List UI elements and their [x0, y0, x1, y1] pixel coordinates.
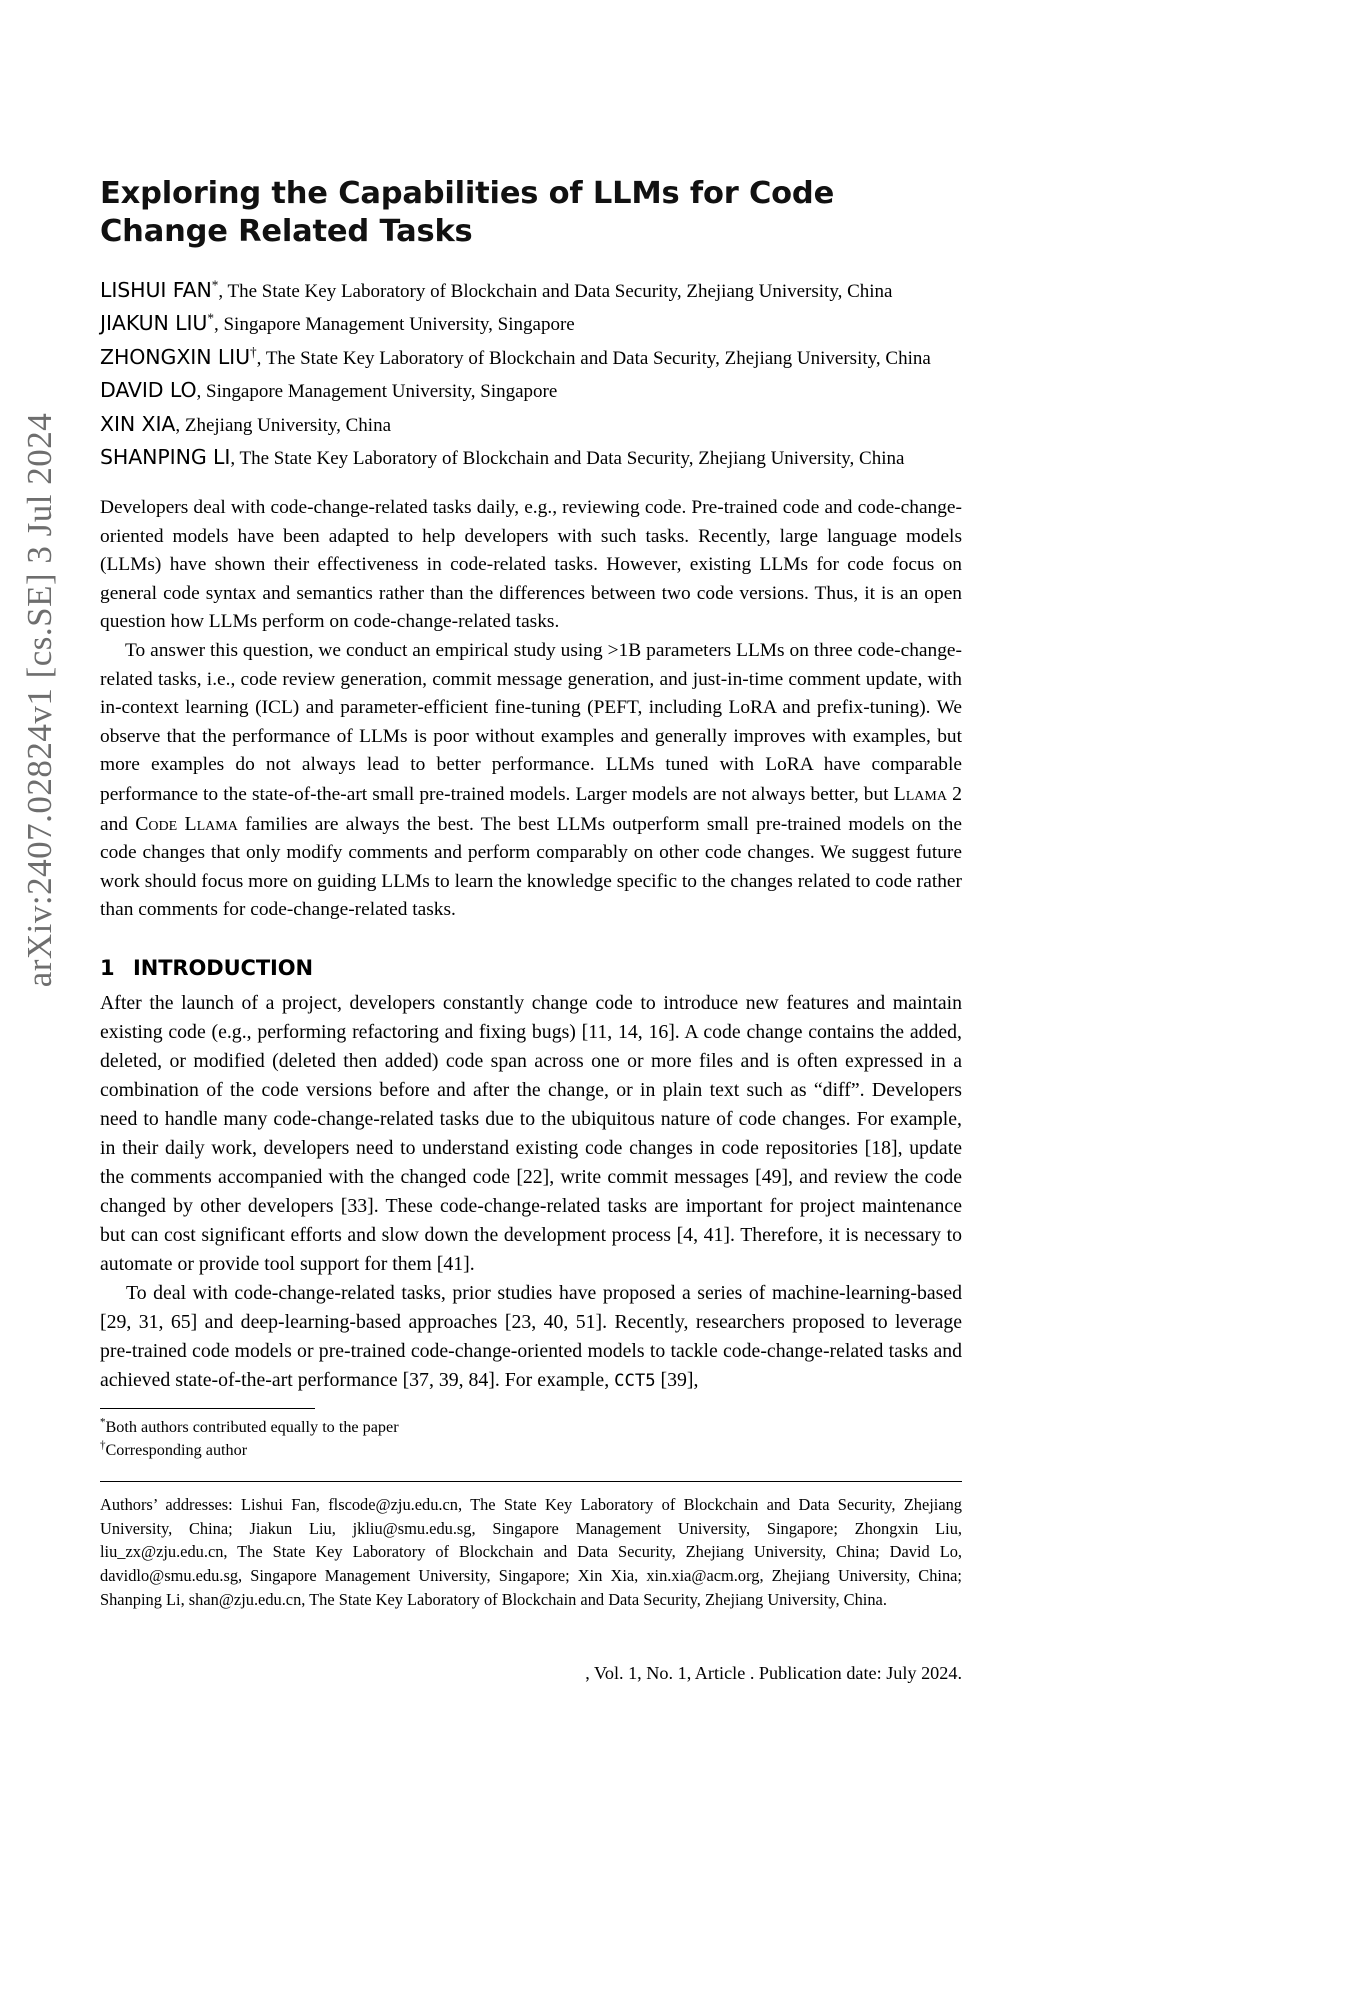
- author-name: ZHONGXIN LIU: [100, 344, 251, 369]
- arxiv-stamp: [0, 0, 100, 2000]
- author-mark: *: [207, 310, 214, 326]
- abstract-text-c: families are always the best. The best LLMs outperform small pre-trained models on the code changes that only modify comments and perform comparably on other code changes. We suggest future work should focus more on guiding LLMs to learn the knowledge specific to the changes related to code rather than comments for code-change-related tasks.: [100, 813, 962, 921]
- arxiv-stamp-text: arXiv:2407.02824v1 [cs.SE] 3 Jul 2024: [20, 412, 59, 988]
- page-title: Exploring the Capabilities of LLMs for Code Change Related Tasks: [100, 176, 835, 250]
- authors-addresses-text: Authors’ addresses: Lishui Fan, flscode@zju.edu.cn, The State Key Laboratory of Blockchain and Data Security, Zhejiang University, China; Jiakun Liu, jkliu@smu.edu.sg, Singapore Management University, Singapore; Zhongxin Liu, liu_zx@zju.edu.cn, The State Key Laboratory of Blockchain and Data Security, Zhejiang University, China; David Lo, davidlo@smu.edu.sg, Singapore Management University, Singapore; Xin Xia, xin.xia@acm.org, Zhejiang University, China; Shanping Li, shan@zju.edu.cn, The State Key Laboratory of Blockchain and Data Security, Zhejiang University, China.: [100, 1495, 962, 1609]
- author-line: [100, 441, 962, 475]
- model-name-code-llama: Code Llama: [135, 812, 238, 835]
- author-affiliation: , Singapore Management University, Singapore: [213, 314, 575, 336]
- paper-column: [100, 0, 962, 1684]
- footnote-item: [100, 1439, 962, 1462]
- intro-text-b: [39],: [655, 1369, 699, 1392]
- introduction-body: [100, 989, 962, 1395]
- abstract-text-a: To answer this question, we conduct an empirical study using >1B parameters LLMs on three code-change-related tasks, i.e., code review generation, commit message generation, and just-in-time comment update, with in-context learning (ICL) and parameter-efficient fine-tuning (PEFT, including LoRA and prefix-tuning). We observe that the performance of LLMs is poor without examples and generally improves with examples, but more examples do not always lead to better performance. LLMs tuned with LoRA have comparable performance to the state-of-the-art small pre-trained models. Larger models are not always better, but: [100, 639, 962, 806]
- abstract-text-b: and: [100, 813, 136, 835]
- author-line: [100, 374, 962, 408]
- intro-paragraph-2: [100, 1279, 962, 1395]
- author-affiliation: , Singapore Management University, Singapore: [196, 381, 558, 403]
- author-name: SHANPING LI: [100, 445, 231, 470]
- section-title: INTRODUCTION: [133, 956, 313, 981]
- author-name: XIN XIA: [100, 411, 176, 436]
- author-line: [100, 274, 962, 308]
- page-footer: , Vol. 1, No. 1, Article . Publication date: July 2024.: [585, 1663, 962, 1684]
- footnote-mark: †: [100, 1439, 106, 1452]
- footnote-text: Corresponding author: [105, 1441, 248, 1460]
- addresses-divider: [100, 1481, 962, 1482]
- abstract-paragraph-1: Developers deal with code-change-related tasks daily, e.g., reviewing code. Pre-trained code and code-change-oriented models have been adapted to help developers with such tasks. Recently, large language models (LLMs) have shown their effectiveness in code-related tasks. However, existing LLMs for code focus on general code syntax and semantics rather than the differences between two code versions. Thus, it is an open question how LLMs perform on code-change-related tasks.: [100, 496, 962, 633]
- abstract-paragraph-2: [100, 637, 962, 925]
- author-mark: *: [211, 277, 219, 293]
- author-line: [100, 341, 962, 375]
- intro-text-a: To deal with code-change-related tasks, prior studies have proposed a series of machine-learning-based [29, 31, 65] and deep-learning-based approaches [23, 40, 51]. Recently, researchers proposed to leverage pre-trained code models or pre-trained code-change-oriented models to tackle code-change-related tasks and achieved state-of-the-art performance [37, 39, 84]. For example,: [100, 1282, 962, 1392]
- author-line: [100, 307, 962, 341]
- author-name: DAVID LO: [100, 378, 197, 403]
- author-affiliation: , The State Key Laboratory of Blockchain and Data Security, Zhejiang University, China: [256, 347, 931, 369]
- footnote-mark: *: [100, 1416, 106, 1429]
- author-affiliation: , Zhejiang University, China: [175, 414, 392, 436]
- abstract: [100, 494, 962, 925]
- author-affiliation: , The State Key Laboratory of Blockchain and Data Security, Zhejiang University, China: [218, 280, 893, 302]
- code-model-cct5: CCT5: [614, 1371, 656, 1392]
- footnote-text: Both authors contributed equally to the paper: [105, 1418, 399, 1437]
- intro-paragraph-1: After the launch of a project, developers constantly change code to introduce new features and maintain existing code (e.g., performing refactoring and fixing bugs) [11, 14, 16]. A code change contains the added, deleted, or modified (deleted then added) code span across one or more files and is often expressed in a combination of the code versions before and after the change, or in plain text such as “diff”. Developers need to handle many code-change-related tasks due to the ubiquitous nature of code changes. For example, in their daily work, developers need to understand existing code changes in code repositories [18], update the comments accompanied with the changed code [22], write commit messages [49], and review the code changed by other developers [33]. These code-change-related tasks are important for project maintenance but can cost significant efforts and slow down the development process [4, 41]. Therefore, it is necessary to automate or provide tool support for them [41].: [100, 992, 962, 1276]
- section-number: 1: [100, 956, 115, 981]
- author-mark: †: [250, 344, 257, 360]
- footnote-divider: [100, 1408, 315, 1409]
- author-name: JIAKUN LIU: [100, 311, 208, 336]
- model-name-llama2: Llama 2: [893, 783, 962, 806]
- footnotes: [100, 1416, 962, 1462]
- authors-addresses: [100, 1493, 962, 1611]
- author-line: [100, 408, 962, 442]
- author-name: LISHUI FAN: [100, 277, 212, 302]
- author-block: [100, 274, 962, 475]
- footnote-item: [100, 1416, 962, 1439]
- section-heading-introduction: [100, 956, 962, 980]
- author-affiliation: , The State Key Laboratory of Blockchain and Data Security, Zhejiang University, China: [230, 448, 905, 470]
